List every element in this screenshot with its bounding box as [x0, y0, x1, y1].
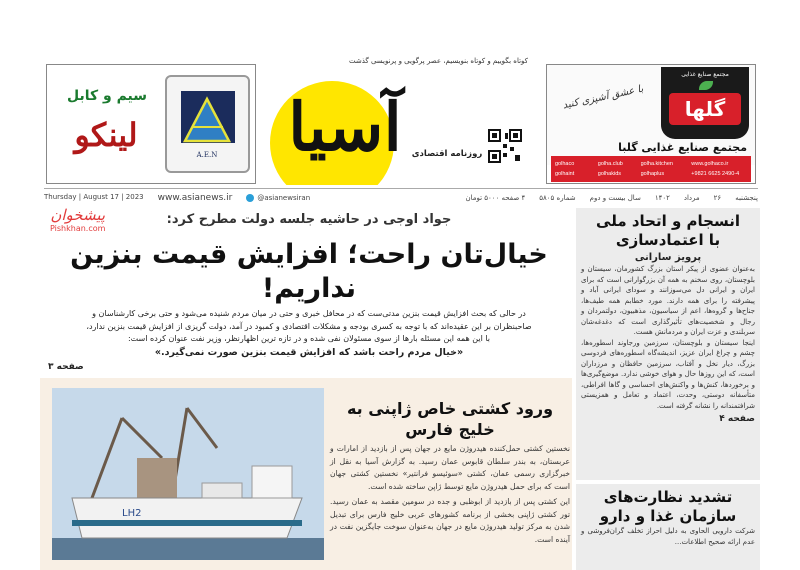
watermark: [50, 206, 105, 234]
editorial-box[interactable]: [576, 208, 760, 480]
editorial-author: پرویز سارانی: [634, 252, 702, 263]
golha-tagline: مجتمع صنایع غذایی: [681, 71, 729, 78]
contact-website: www.golhaco.ir: [691, 161, 729, 167]
leaf-icon: [699, 81, 713, 90]
main-kicker: جواد اوجی در حاشیه جلسه دولت مطرح کرد:: [166, 212, 452, 227]
aen-logo-text: A.E.N: [196, 151, 218, 159]
telegram-icon: [246, 194, 254, 202]
contact-phone: +9821 6625 2490-4: [691, 171, 740, 177]
lead-line: در حالی که بحث افزایش قیمت بنزین مدتی‌ست که در محافل خبری و حتی در میان مردم شنیده می‌شود و حتی برخی کارشناسان و: [92, 309, 526, 318]
social-handle[interactable]: @asianewsiran: [257, 193, 311, 202]
sidebar-story[interactable]: [576, 484, 760, 570]
editorial-title-line2: با اعتمادسازی: [615, 231, 721, 249]
contact-handle: golhaplus: [640, 171, 665, 177]
aen-logo: [165, 75, 250, 173]
story2-paragraph: این کشتی پس از بازدید از ابوظبی و جده در سومین مقصد به عمان رسید. تور کشتی ژاپنی بخشی از برنامه کشورهای عربی خلیج فارس برای تبدیل شدن به مرکز تولید هیدروژن مایع در جهان به‌عنوان سوخت جایگزین نفت در آینده است.: [330, 497, 570, 544]
year: ۱۴۰۲: [654, 193, 670, 202]
watermark-en: Pishkhan.com: [50, 224, 106, 233]
story2-headline[interactable]: ورود کشتی خاص ژاپنی به خلیج فارس: [346, 399, 554, 439]
watermark-fa: پیشخوان: [50, 206, 106, 224]
weekday: پنجشنبه: [735, 193, 758, 202]
masthead-subtitle: روزنامه اقتصادی: [411, 149, 483, 159]
date-bar: [44, 188, 758, 206]
masthead: [270, 55, 540, 185]
golha-brand: گلها: [669, 93, 741, 125]
ad-linco-brand: لینکو: [74, 116, 138, 154]
story2[interactable]: [330, 398, 570, 546]
sidebar-story-title-line1: تشدید نظارت‌های: [603, 488, 733, 506]
editorial-paragraph: اینجا سیستان و بلوچستان، سرزمین ورجاوند اسطوره‌ها، چشم و چراغ ایران عزیز، اندیشه‌گاه اسطوره‌های فردوسی بزرگ، دیار نخل و آفتاب، سرزمین حافظان و مرزداران است، که این روزها حال و هوای خوشی ندارد. موضع‌گیری‌ها و برخوردها، کنش‌ها و واکنش‌های احساسی و گاها افراطی، متأسفانه دوستی، وحدت، اعتماد و تعامل و همزیستی شرافتمندانه را نشانه گرفته است.: [581, 338, 755, 410]
contact-handle: golha.kitchen: [640, 161, 673, 167]
golha-slogan: با عشق آشپزی کنید: [561, 83, 645, 112]
volume: سال بیست و دوم: [589, 193, 641, 202]
editorial-page-ref[interactable]: صفحه ۴: [719, 414, 755, 424]
golha-contacts: [551, 156, 751, 182]
svg-text:LH2: LH2: [122, 508, 142, 519]
english-date: Thursday | August 17 | 2023: [44, 192, 144, 201]
contact-handle: golha.club: [597, 161, 623, 167]
masthead-motto: کوتاه بگوییم و کوتاه بنویسیم، عصر پرگویی و پرنویسی گذشت: [348, 57, 528, 65]
website-link[interactable]: www.asianews.ir: [157, 192, 233, 203]
sidebar-story-text: شرکت دارویی الحاوی به دلیل احراز تخلف گران‌فروشی و عدم ارائه صحیح اطلاعات...: [581, 527, 755, 546]
main-story[interactable]: [44, 210, 574, 370]
ad-golha[interactable]: [546, 64, 756, 184]
lead-line: صاحبنظران بر این عقیده‌اند که با توجه به کسری بودجه و مشکلات اقتصادی و کمبود در آمد، دولت گریزی از افزایش قیمت بنزین ندارد،: [86, 321, 532, 331]
golha-logo-panel: [661, 67, 749, 139]
ad-linco[interactable]: [46, 64, 256, 184]
editorial-title-line1: انسجام و اتحاد ملی: [596, 212, 740, 230]
story2-paragraph: نخستین کشتی حمل‌کننده هیدروژن مایع در جهان پس از بازدید از امارات و عربستان، به بندر سلطان قابوس عمان رسید. به گزارش آسیا به نقل از خبرگزاری رسمی عمان، کشتی «سوئیسو فرانتیر» نخستین کشتی جهان است که برای حمل هیدروژن مایع توسط ژاپن ساخته شده است.: [330, 444, 570, 491]
issue-number: شماره ۵۸۰۵: [539, 193, 576, 202]
lead-line: با این همه این مسئله بارها از سوی مسئولان نفی شده و در تازه ترین اظهارنظر، وزیر نفت عنوان کرده است:: [127, 334, 490, 343]
price: ۴ صفحه ۵۰۰۰ تومان: [465, 193, 526, 202]
contact-handle: golhaint: [555, 171, 575, 177]
day: ۲۶: [713, 193, 722, 202]
qr-code-icon[interactable]: [488, 129, 522, 163]
main-lead: [44, 306, 574, 359]
sidebar-story-title-line2: سازمان غذا و دارو: [599, 507, 737, 525]
contact-handle: golhaco: [555, 161, 575, 167]
main-quote: «خیال مردم راحت باشد که افزایش قیمت بنزین صورت نمی‌گیرد.»: [154, 346, 464, 358]
main-headline[interactable]: خیال‌تان راحت؛ افزایش قیمت بنزین نداریم!: [70, 239, 548, 304]
main-page-ref[interactable]: صفحه ۳: [48, 362, 84, 372]
contact-handle: golhakids: [597, 171, 622, 177]
ship-photo[interactable]: [52, 388, 324, 560]
masthead-title: آسیا: [288, 88, 402, 166]
month: مرداد: [683, 193, 700, 202]
editorial-paragraph: به‌عنوان عضوی از پیکر استان بزرگ کشورمان، سیستان و بلوچستان، روی سخنم به همه آن بزرگوارانی است که برای ایران و ایرانی دل می‌سوزانند و سودای ایرانی آباد و پیشرفته را برای همه دارند. مورد خطابم همه طیف‌ها، جناح‌ها و گروه‌ها، اعم از سیاسیون، مذهبیون، دولتمردان و رجال و شخصیت‌های تأثیرگذاری است که دغدغه‌شان سربلندی و عزت ایران و مردمانش هست.: [581, 265, 755, 336]
golha-group: مجتمع صنایع غذایی گلبا: [618, 141, 747, 154]
ad-linco-line1: سیم و کابل: [66, 88, 148, 104]
